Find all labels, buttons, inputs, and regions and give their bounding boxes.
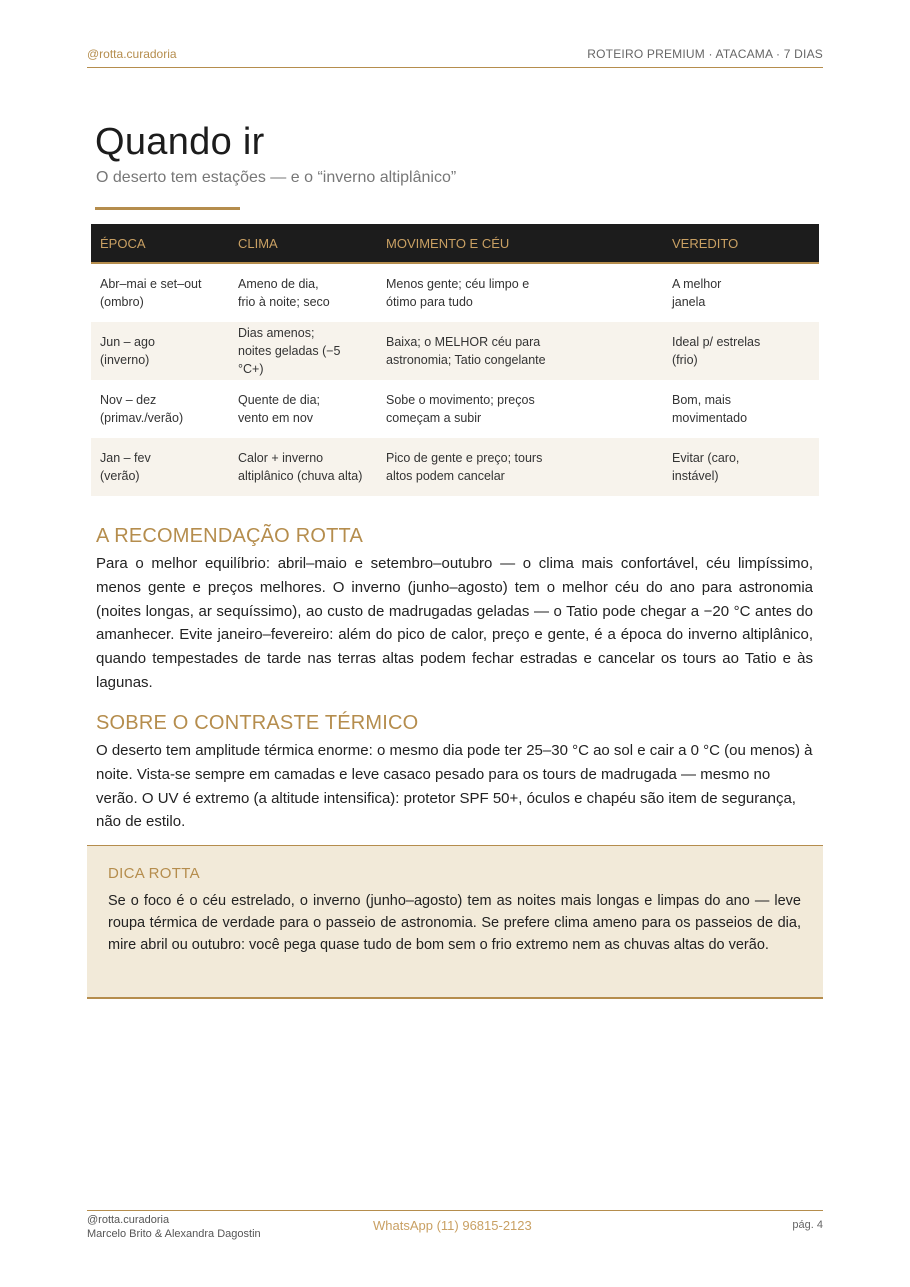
table-row — [91, 380, 819, 438]
tip-heading: DICA ROTTA — [108, 865, 200, 882]
table-header-row — [91, 224, 819, 263]
table-cell — [663, 263, 819, 322]
cell-line: Ideal p/ estrelas — [672, 335, 761, 349]
cell-line: altiplânico (chuva alta) — [238, 469, 363, 483]
cell-line: vento em nov — [238, 411, 314, 425]
header-brand: @rotta.curadoria — [87, 47, 177, 61]
tip-text: Se o foco é o céu estrelado, o inverno (junho–agosto) tem as noites mais longas e limpas do ano — leve roupa térmica de verdade para o passeio de astronomia. Se prefere clima ameno para os passeios de dia, mire abril ou outubro: você pega quase tudo de bom sem o frio extremo nem as chuvas altas do verão. — [108, 893, 801, 953]
table-cell — [377, 322, 663, 380]
column-header-clima: CLIMA — [229, 224, 377, 263]
cell-line: Dias amenos; — [238, 326, 315, 340]
cell-line: Jan – fev — [100, 451, 151, 465]
footer-authors: Marcelo Brito & Alexandra Dagostin — [87, 1228, 261, 1240]
cell-line: movimentado — [672, 411, 748, 425]
cell-line: Pico de gente e preço; tours — [386, 451, 543, 465]
table-cell — [663, 380, 819, 438]
footer-handle: @rotta.curadoria — [87, 1214, 170, 1226]
cell-line: Sobe o movimento; preços — [386, 393, 535, 407]
cell-line: altos podem cancelar — [386, 469, 505, 483]
cell-line: Menos gente; céu limpo e — [386, 277, 530, 291]
cell-line: instável) — [672, 469, 719, 483]
cell-line: Nov – dez — [100, 393, 157, 407]
cell-line: Abr–mai e set–out — [100, 277, 202, 291]
table-cell — [229, 380, 377, 438]
table-cell — [229, 263, 377, 322]
cell-line: começam a subir — [386, 411, 482, 425]
cell-line: frio à noite; seco — [238, 295, 330, 309]
cell-line: Evitar (caro, — [672, 451, 740, 465]
header-doc-title: ROTEIRO PREMIUM · ATACAMA · 7 DIAS — [587, 47, 823, 61]
cell-line: janela — [672, 295, 706, 309]
thermal-heading: SOBRE O CONTRASTE TÉRMICO — [96, 712, 419, 734]
cell-line: Ameno de dia, — [238, 277, 319, 291]
table-cell — [229, 438, 377, 496]
table-cell — [91, 438, 229, 496]
table-row — [91, 438, 819, 496]
table-row — [91, 322, 819, 380]
cell-line: ótimo para tudo — [386, 295, 473, 309]
cell-line: (inverno) — [100, 353, 150, 367]
cell-line: (frio) — [672, 353, 698, 367]
recommendation-heading: A RECOMENDAÇÃO ROTTA — [96, 525, 363, 547]
cell-line: Baixa; o MELHOR céu para — [386, 335, 541, 349]
cell-line: (ombro) — [100, 295, 144, 309]
table-cell — [91, 322, 229, 380]
season-table — [91, 224, 819, 496]
cell-line: noites geladas (−5 °C+) — [238, 344, 341, 376]
cell-line: (primav./verão) — [100, 411, 184, 425]
cell-line: (verão) — [100, 469, 140, 483]
page-header — [87, 46, 823, 68]
recommendation-text: Para o melhor equilíbrio: abril–maio e setembro–outubro — o clima mais confortável, céu limpíssimo, menos gente e preços melhores. O inverno (junho–agosto) tem o melhor céu do ano para astronomia (noites longas, ar sequíssimo), ao custo de madrugadas geladas — o Tatio pode chegar a −20 °C antes do amanhecer. Evite janeiro–fevereiro: além do pico de calor, preço e gente, é a época do inverno altiplânico, quando tempestades de tarde nas terras altas podem fechar estradas e cancelar os tours ao Tatio e às lagunas. — [96, 555, 813, 691]
page-footer — [87, 1210, 823, 1251]
cell-line: A melhor — [672, 277, 722, 291]
page-subtitle: O deserto tem estações — e o “inverno altiplânico” — [96, 169, 457, 186]
column-header-epoca: ÉPOCA — [91, 224, 229, 263]
table-cell — [663, 322, 819, 380]
column-header-movimento: MOVIMENTO E CÉU — [377, 224, 663, 263]
tip-box — [87, 845, 823, 999]
table-cell — [377, 438, 663, 496]
table-cell — [229, 322, 377, 380]
table-cell — [91, 380, 229, 438]
table-cell — [377, 380, 663, 438]
table-row — [91, 263, 819, 322]
table-cell — [91, 263, 229, 322]
cell-line: Jun – ago — [100, 335, 155, 349]
footer-whatsapp-link[interactable]: WhatsApp (11) 96815-2123 — [373, 1218, 532, 1233]
title-underline — [95, 207, 240, 210]
cell-line: Calor + inverno — [238, 451, 324, 465]
thermal-text: O deserto tem amplitude térmica enorme: o mesmo dia pode ter 25–30 °C ao sol e cair a 0 °C (ou menos) à noite. Vista-se sempre em camadas e leve casaco pesado para os tours de madrugada — mesmo no verão. O UV é extremo (a altitude intensifica): protetor SPF 50+, óculos e chapéu são item de segurança, não de estilo. — [96, 742, 813, 831]
table-cell — [663, 438, 819, 496]
cell-line: Bom, mais — [672, 393, 732, 407]
table-cell — [377, 263, 663, 322]
cell-line: astronomia; Tatio congelante — [386, 353, 546, 367]
page-number: pág. 4 — [792, 1219, 823, 1231]
column-header-veredito: VEREDITO — [663, 224, 819, 263]
page-title: Quando ir — [95, 121, 265, 163]
cell-line: Quente de dia; — [238, 393, 321, 407]
